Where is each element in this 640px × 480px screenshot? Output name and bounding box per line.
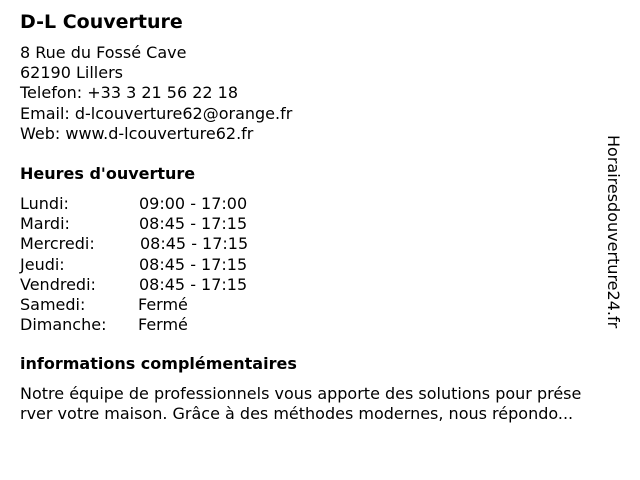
- time-value: 08:45 - 17:15: [139, 254, 248, 274]
- hours-row-samedi: [20, 295, 320, 315]
- time-value: Fermé: [138, 315, 188, 335]
- hours-row-mardi: [20, 214, 320, 234]
- time-value: 09:00 - 17:00: [139, 194, 248, 213]
- day-label: Dimanche:: [20, 315, 107, 335]
- contact-block: [20, 43, 292, 144]
- time-value: 08:45 - 17:15: [139, 214, 248, 234]
- day-label: Mardi:: [20, 214, 70, 234]
- hours-row-lundi: [20, 194, 320, 214]
- description-line: Notre équipe de professionnels vous apporte des solutions pour prése: [20, 384, 582, 403]
- website-link[interactable]: Web: www.d-lcouverture62.fr: [20, 123, 254, 143]
- day-label: Samedi:: [20, 294, 86, 314]
- hours-row-jeudi: [20, 255, 320, 275]
- additional-info-heading: informations complémentaires: [20, 354, 297, 373]
- day-label: Mercredi:: [20, 234, 95, 254]
- phone-number[interactable]: Telefon: +33 3 21 56 22 18: [20, 83, 239, 103]
- postal-city: 62190 Lillers: [20, 63, 123, 83]
- site-watermark: Horairesdouverture24.fr: [604, 135, 623, 329]
- day-label: Jeudi:: [20, 254, 65, 274]
- hours-row-vendredi: [20, 275, 320, 295]
- email-address[interactable]: Email: d-lcouverture62@orange.fr: [20, 103, 293, 123]
- hours-row-dimanche: [20, 315, 320, 335]
- time-value: Fermé: [138, 294, 188, 314]
- time-value: 08:45 - 17:15: [139, 274, 248, 294]
- day-label: Lundi:: [20, 194, 69, 213]
- description-line: rver votre maison. Grâce à des méthodes modernes, nous répondo...: [20, 404, 574, 424]
- business-name: D-L Couverture: [20, 11, 183, 33]
- hours-row-mercredi: [20, 234, 320, 254]
- opening-hours-table: [20, 194, 320, 335]
- day-label: Vendredi:: [20, 274, 96, 294]
- street-address: 8 Rue du Fossé Cave: [20, 43, 187, 62]
- opening-hours-heading: Heures d'ouverture: [20, 164, 196, 183]
- time-value: 08:45 - 17:15: [140, 234, 249, 254]
- description-text: [20, 384, 630, 424]
